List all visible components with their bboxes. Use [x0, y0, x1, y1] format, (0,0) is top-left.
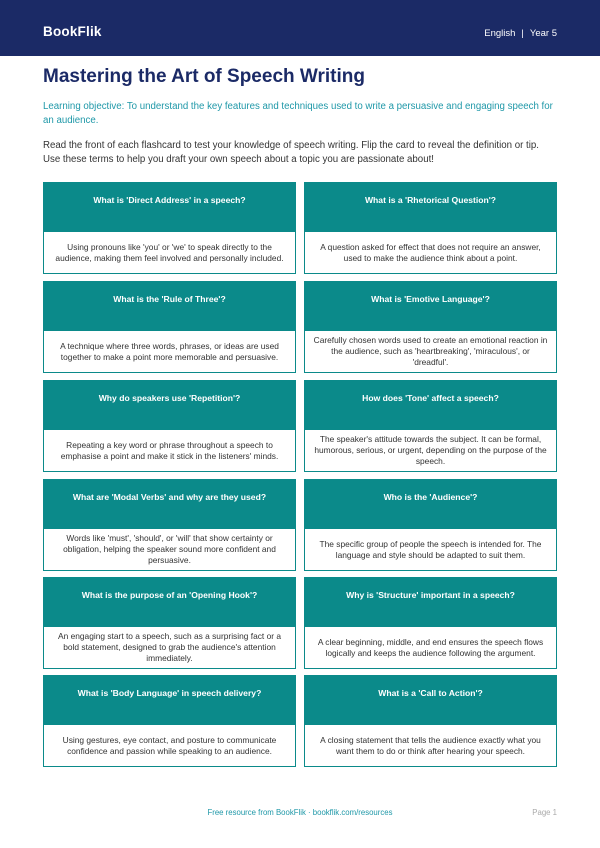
year-label: Year 5	[529, 28, 557, 39]
flashcard-question: What is 'Body Language' in speech delivery?	[44, 676, 295, 725]
flashcard[interactable]	[304, 577, 557, 669]
page-number: Page 1	[532, 808, 557, 817]
flashcard-question: What is 'Emotive Language'?	[305, 282, 556, 331]
flashcard-answer: Repeating a key word or phrase throughout a speech to emphasise a point and make it stick in the listeners' minds.	[60, 439, 279, 461]
breadcrumb-separator: |	[521, 28, 524, 39]
flashcard[interactable]	[43, 675, 296, 767]
flashcard[interactable]	[43, 577, 296, 669]
flashcard-question: What is the purpose of an 'Opening Hook'?	[44, 578, 295, 627]
flashcard-question: Why do speakers use 'Repetition'?	[44, 381, 295, 430]
flashcard-answer: The specific group of people the speech is intended for. The language and style should be adapted to suit them.	[319, 538, 542, 560]
flashcard[interactable]	[304, 675, 557, 767]
learning-objective: Learning objective: To understand the key features and techniques used to write a persuasive and engaging speech for an audience.	[43, 101, 553, 126]
flashcard[interactable]	[304, 281, 557, 373]
flashcard-answer: A closing statement that tells the audience exactly what you want them to do or think after hearing your speech.	[320, 734, 541, 756]
flashcard-question: Who is the 'Audience'?	[305, 480, 556, 529]
flashcard-answer: Carefully chosen words used to create an emotional reaction in the audience, such as 'heartbreaking', 'miraculous', or 'dreadful'.	[313, 335, 548, 367]
flashcard-question: What are 'Modal Verbs' and why are they used?	[44, 480, 295, 529]
flashcard-question: What is a 'Call to Action'?	[305, 676, 556, 725]
footer-credit[interactable]: Free resource from BookFlik · bookflik.com/resources	[207, 808, 393, 817]
flashcard-answer: Using pronouns like 'you' or 'we' to speak directly to the audience, making them feel involved and personally included.	[55, 241, 284, 263]
top-bar	[0, 0, 600, 56]
flashcard-answer: An engaging start to a speech, such as a surprising fact or a bold statement, designed to grab the audience's attention immediately.	[58, 631, 281, 663]
flashcard[interactable]	[304, 380, 557, 472]
flashcard-answer: Words like 'must', 'should', or 'will' that show certainty or obligation, helping the speaker sound more confident and persuasive.	[63, 533, 276, 565]
flashcard-answer: A question asked for effect that does not require an answer, used to make the audience think about a point.	[320, 241, 541, 263]
flashcard[interactable]	[304, 182, 557, 274]
flashcard-answer: The speaker's attitude towards the subject. It can be formal, humorous, serious, or urgent, depending on the purpose of the speech.	[314, 434, 547, 466]
flashcard-question: What is 'Direct Address' in a speech?	[44, 183, 295, 232]
flashcard[interactable]	[304, 479, 557, 571]
flashcard[interactable]	[43, 281, 296, 373]
subject-label: English	[484, 28, 516, 39]
flashcard[interactable]	[43, 182, 296, 274]
brand-logo[interactable]: BookFlik	[43, 24, 102, 39]
flashcard-answer: A technique where three words, phrases, or ideas are used together to make a point more memorable and persuasive.	[60, 340, 279, 362]
flashcard-question: How does 'Tone' affect a speech?	[305, 381, 556, 430]
flashcard[interactable]	[43, 380, 296, 472]
page-title: Mastering the Art of Speech Writing	[43, 66, 365, 87]
instructions: Read the front of each flashcard to test your knowledge of speech writing. Flip the card to reveal the definition or tip. Use these terms to help you draft your own speech about a topic you are passionate about!	[43, 140, 539, 165]
flashcard-question: What is a 'Rhetorical Question'?	[305, 183, 556, 232]
flashcard-answer: Using gestures, eye contact, and posture to communicate confidence and passion while speaking to an audience.	[62, 734, 277, 756]
flashcard-question: Why is 'Structure' important in a speech?	[305, 578, 556, 627]
flashcard-question: What is the 'Rule of Three'?	[44, 282, 295, 331]
flashcard[interactable]	[43, 479, 296, 571]
flashcard-answer: A clear beginning, middle, and end ensures the speech flows logically and keeps the audience following the argument.	[317, 636, 544, 658]
breadcrumb	[484, 28, 557, 39]
